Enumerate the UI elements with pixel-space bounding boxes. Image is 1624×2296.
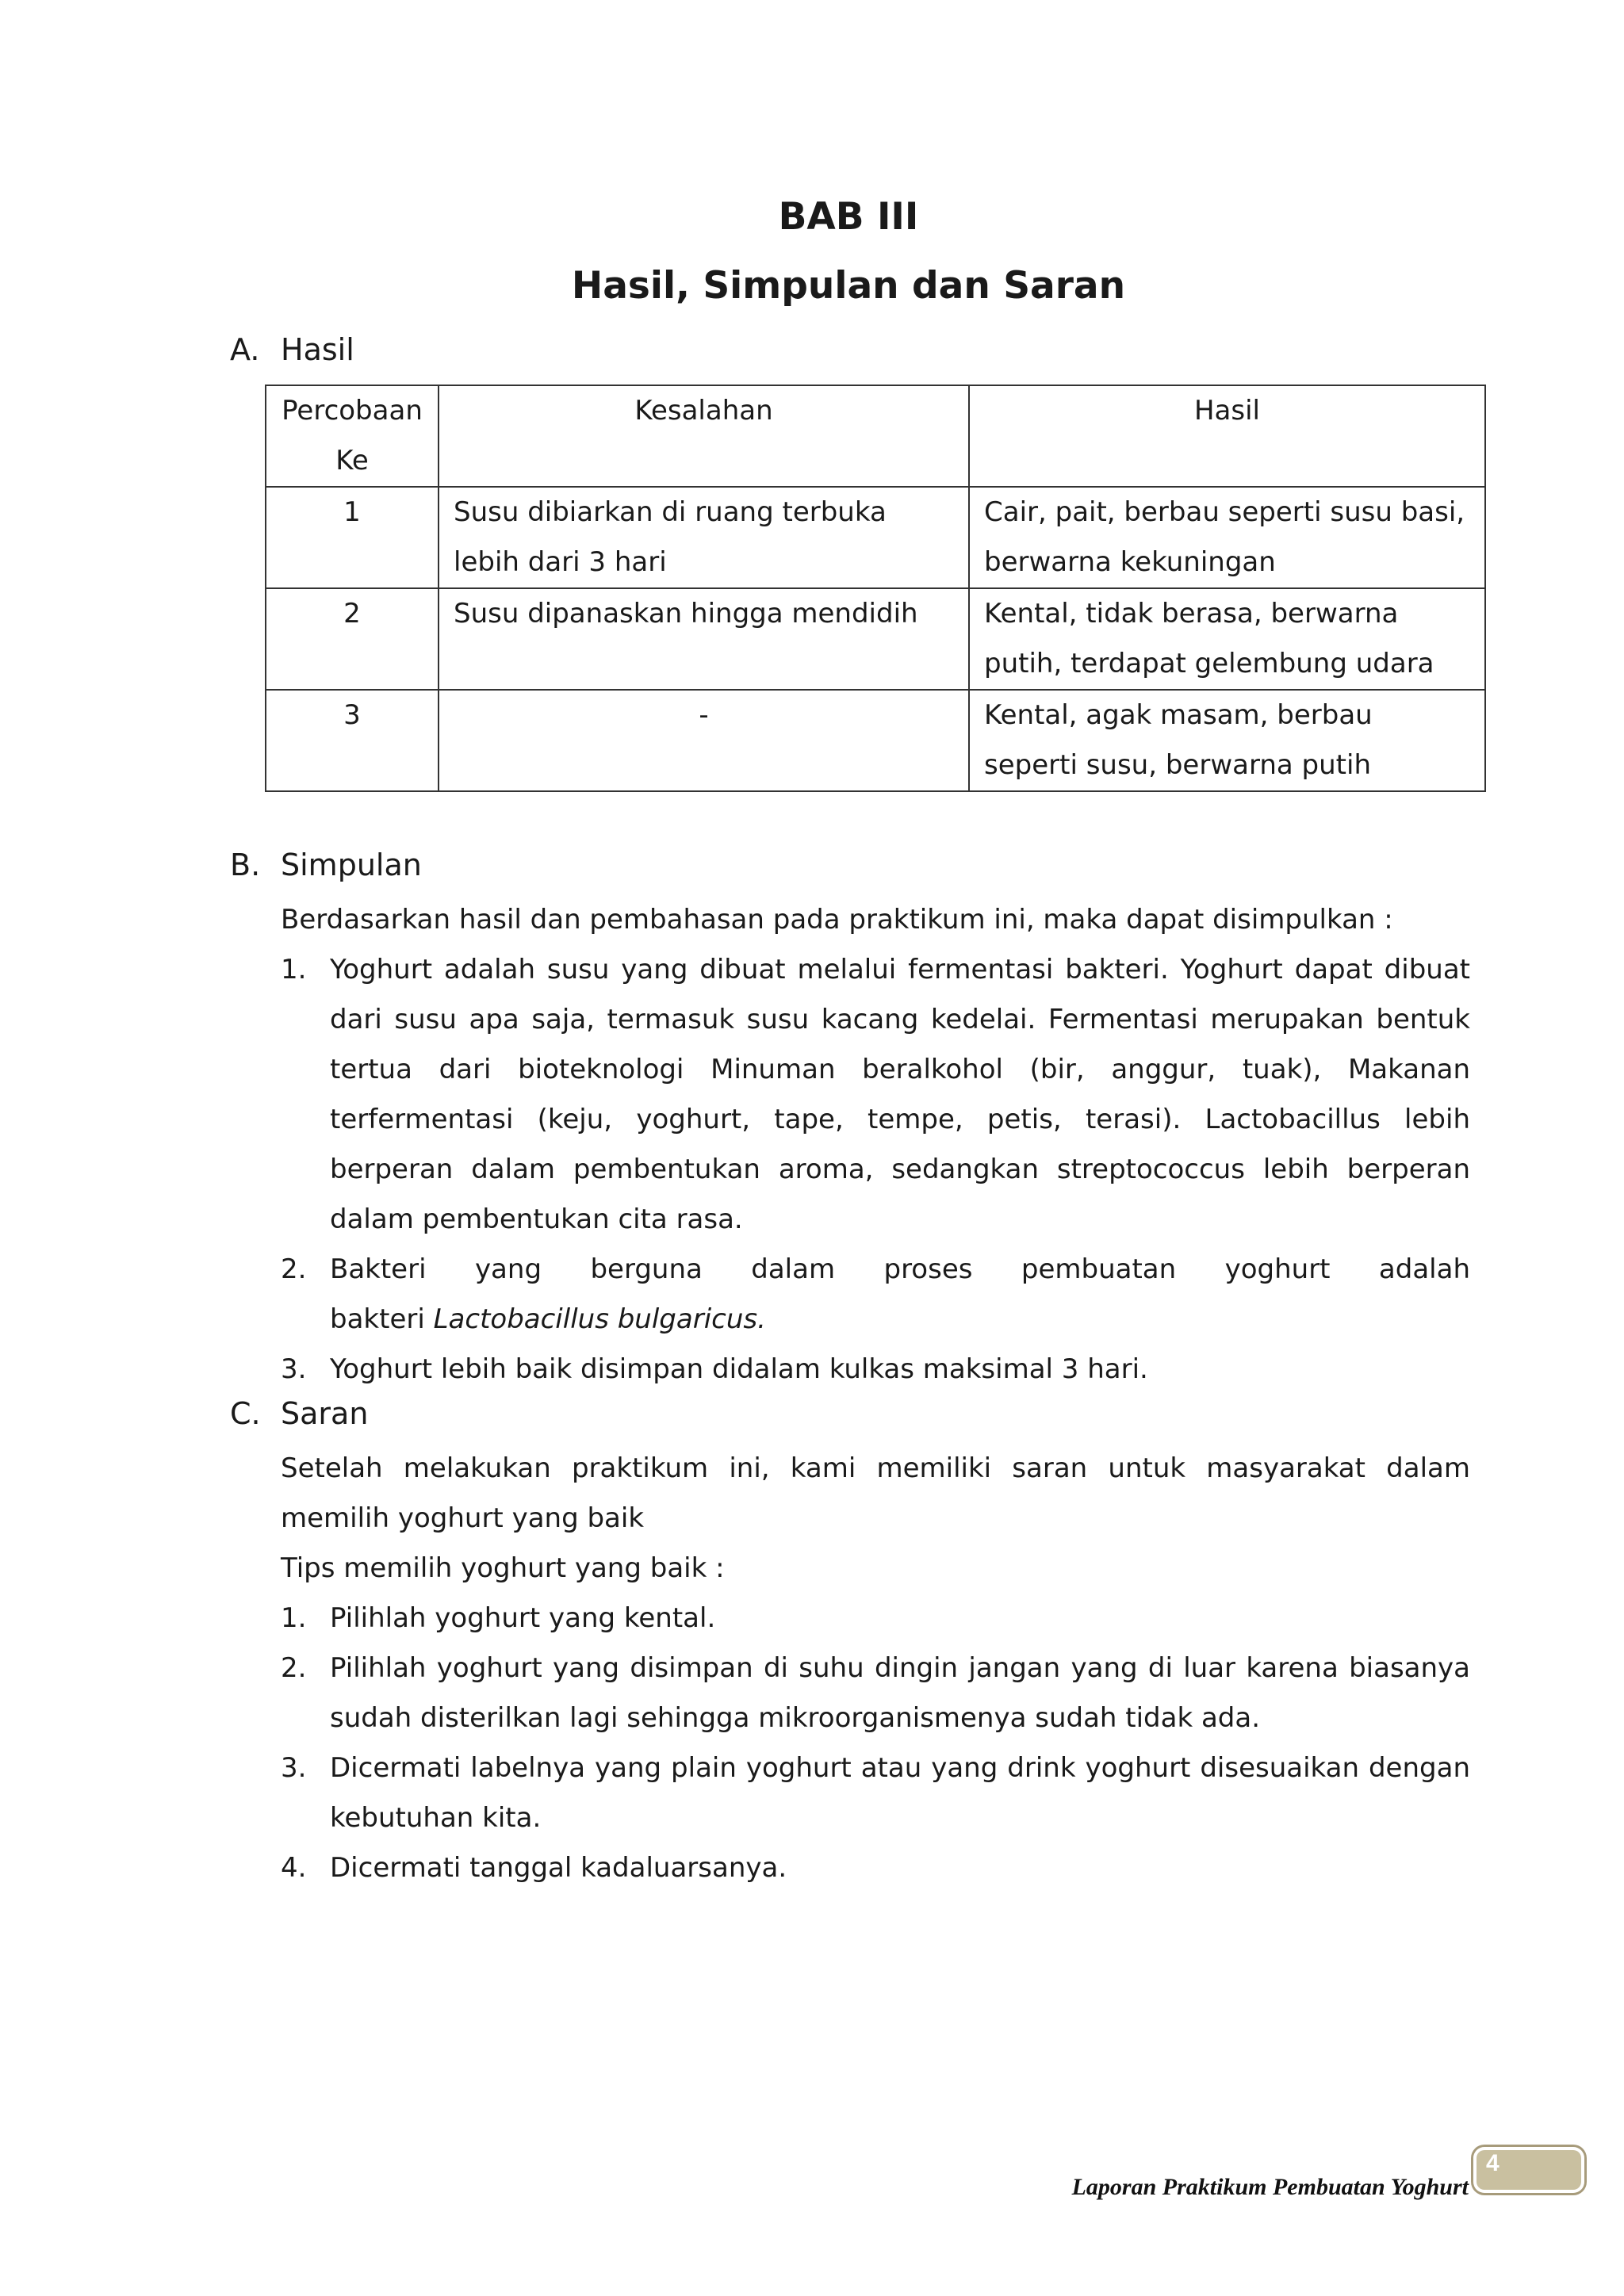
list-number: 3. bbox=[281, 1353, 307, 1385]
list-item bbox=[281, 1594, 1470, 1644]
section-a-letter: A. bbox=[230, 332, 260, 367]
list-text-prefix: bakteri bbox=[330, 1303, 434, 1335]
section-b-letter: B. bbox=[230, 848, 261, 882]
row-hasil: Cair, pait, berbau seperti susu basi, berwarna kekuningan bbox=[969, 487, 1485, 588]
section-c-letter: C. bbox=[230, 1396, 261, 1431]
list-item bbox=[281, 945, 1470, 1245]
species-name: Lactobacillus bulgaricus. bbox=[433, 1303, 766, 1335]
row-number: 1 bbox=[266, 487, 439, 588]
list-text: Dicermati tanggal kadaluarsanya. bbox=[330, 1852, 787, 1884]
list-item bbox=[281, 1245, 1470, 1345]
section-c-title: Saran bbox=[281, 1396, 369, 1431]
row-kesalahan: Susu dipanaskan hingga mendidih bbox=[439, 588, 969, 690]
list-item bbox=[281, 1345, 1470, 1395]
list-item bbox=[281, 1743, 1470, 1843]
tips-title: Tips memilih yoghurt yang baik : bbox=[281, 1552, 725, 1584]
page-number-badge bbox=[1473, 2147, 1584, 2193]
list-text: Yoghurt lebih baik disimpan didalam kulkas maksimal 3 hari. bbox=[330, 1353, 1148, 1385]
list-text: Dicermati labelnya yang plain yoghurt atau yang drink yoghurt disesuaikan dengan kebutuhan kita. bbox=[330, 1752, 1470, 1834]
list-number: 1. bbox=[281, 954, 307, 985]
table-row bbox=[266, 588, 1485, 690]
table-row bbox=[266, 690, 1485, 791]
row-number: 2 bbox=[266, 588, 439, 690]
list-text: Pilihlah yoghurt yang disimpan di suhu dingin jangan yang di luar karena biasanya sudah disterilkan lagi sehingga mikroorganismenya sudah tidak ada. bbox=[330, 1652, 1470, 1734]
footer-title: Laporan Praktikum Pembuatan Yoghurt bbox=[1071, 2174, 1469, 2200]
chapter-number: BAB III bbox=[778, 195, 919, 239]
list-number: 2. bbox=[281, 1652, 307, 1684]
row-kesalahan: Susu dibiarkan di ruang terbuka lebih dari 3 hari bbox=[439, 487, 969, 588]
list-number: 4. bbox=[281, 1852, 307, 1884]
header-kesalahan: Kesalahan bbox=[439, 385, 969, 487]
table-row bbox=[266, 487, 1485, 588]
saran-intro: Setelah melakukan praktikum ini, kami memiliki saran untuk masyarakat dalam memilih yoghurt yang baik bbox=[281, 1452, 1470, 1534]
list-item bbox=[281, 1644, 1470, 1743]
section-b-title: Simpulan bbox=[281, 848, 422, 882]
header-percobaan: Percobaan Ke bbox=[266, 385, 439, 487]
results-table bbox=[265, 385, 1486, 792]
simpulan-intro: Berdasarkan hasil dan pembahasan pada praktikum ini, maka dapat disimpulkan : bbox=[281, 904, 1393, 936]
row-hasil: Kental, agak masam, berbau seperti susu, berwarna putih bbox=[969, 690, 1485, 791]
list-text: Yoghurt adalah susu yang dibuat melalui fermentasi bakteri. Yoghurt dapat dibuat dari susu apa saja, termasuk susu kacang kedelai. Fermentasi merupakan bentuk tertua dari bioteknologi Minuman beralkohol (bir, anggur, tuak), Makanan terfermentasi (keju, yoghurt, tape, tempe, petis, terasi). Lactobacillus lebih berperan dalam pembentukan aroma, sedangkan streptococcus lebih berperan dalam pembentukan cita rasa. bbox=[330, 954, 1470, 1235]
tips-list bbox=[281, 1594, 1470, 1893]
list-number: 2. bbox=[281, 1253, 307, 1285]
chapter-title: Hasil, Simpulan dan Saran bbox=[571, 264, 1126, 308]
list-text-line: Bakteri yang berguna dalam proses pembuatan yoghurt adalah bbox=[330, 1253, 1470, 1285]
simpulan-list bbox=[281, 945, 1470, 1395]
table-header-row bbox=[266, 385, 1485, 487]
list-number: 1. bbox=[281, 1602, 307, 1634]
list-number: 3. bbox=[281, 1752, 307, 1784]
row-number: 3 bbox=[266, 690, 439, 791]
header-hasil: Hasil bbox=[969, 385, 1485, 487]
section-a-title: Hasil bbox=[281, 332, 354, 367]
row-hasil: Kental, tidak berasa, berwarna putih, terdapat gelembung udara bbox=[969, 588, 1485, 690]
page-number: 4 bbox=[1486, 2150, 1500, 2176]
list-text: Pilihlah yoghurt yang kental. bbox=[330, 1602, 716, 1634]
row-kesalahan: - bbox=[439, 690, 969, 791]
list-item bbox=[281, 1843, 1470, 1893]
